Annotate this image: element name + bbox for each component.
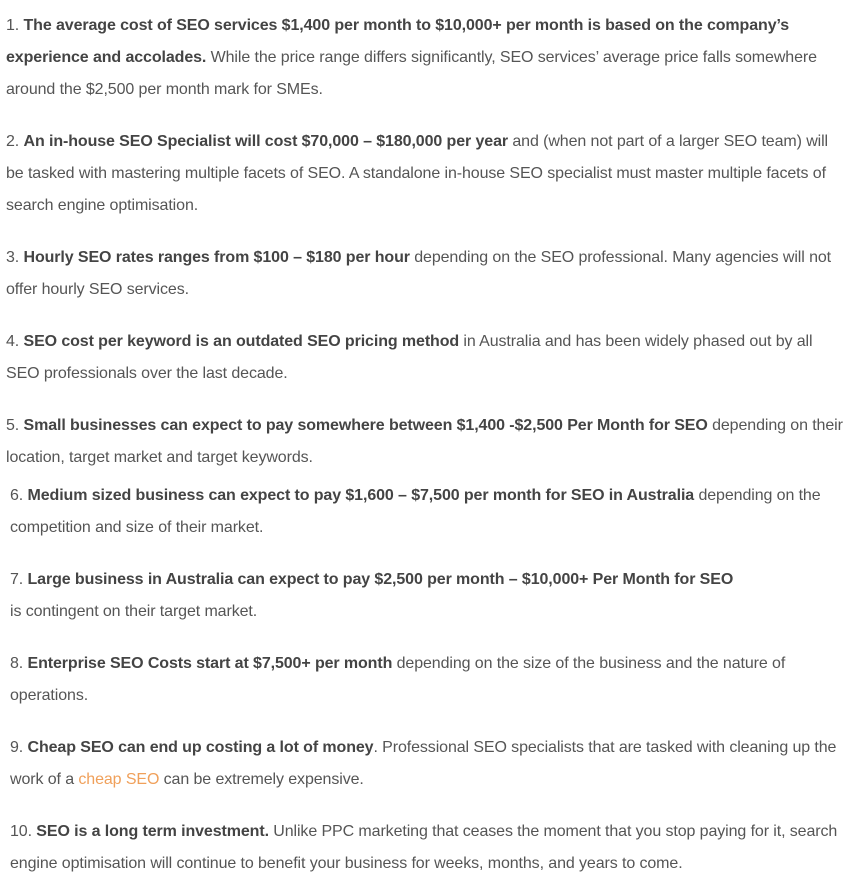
item-text: and (when not part of a larger SEO team) will be tasked with mastering multiple facets of SEO. A standalone in-house SEO specialist must master multiple facets of search engine optimisation. [6,133,829,214]
item-number: 1. [6,17,24,34]
item-heading: SEO cost per keyword is an outdated SEO pricing method [23,333,460,350]
item-number: 5. [6,417,24,434]
item-text: Unlike PPC marketing that ceases the moment that you stop paying for it, search engine optimisation will continue to benefit your business for weeks, months, and years to come. [10,823,838,872]
list-item [6,126,846,222]
item-heading: SEO is a long term investment. [36,823,269,840]
item-heading: Small businesses can expect to pay somewhere between $1,400 -$2,500 Per Month for SEO [23,417,708,434]
item-number: 8. [10,655,28,672]
item-heading: Medium sized business can expect to pay $1,600 – $7,500 per month for SEO in Australia [27,487,695,504]
list-item [10,816,846,880]
item-text: While the price range differs significantly, SEO services’ average price falls somewhere around the $2,500 per month mark for SMEs. [6,49,817,98]
item-text: depending on the SEO professional. Many agencies will not offer hourly SEO services. [6,249,832,298]
list-item [6,242,842,306]
item-number: 6. [10,487,28,504]
list-item [10,480,840,544]
item-text: depending on the size of the business and the nature of operations. [10,655,786,704]
list-item [6,410,848,474]
item-text: in Australia and has been widely phased out by all SEO professionals over the last decade. [6,333,813,382]
item-heading: Large business in Australia can expect to pay $2,500 per month – $10,000+ Per Month for SEO [27,571,734,588]
item-text: depending on the competition and size of their market. [10,487,821,536]
item-number: 10. [10,823,37,840]
list-item [10,732,846,796]
item-heading: Cheap SEO can end up costing a lot of money [27,739,374,756]
item-text: . Professional SEO specialists that are tasked with cleaning up the work of a [10,739,837,788]
item-number: 9. [10,739,28,756]
item-number: 4. [6,333,24,350]
item-text: depending on their location, target market and target keywords. [6,417,843,466]
list-item [10,648,840,712]
item-text: is contingent on their target market. [10,603,258,620]
item-heading: Enterprise SEO Costs start at $7,500+ per month [27,655,393,672]
item-number: 2. [6,133,24,150]
item-heading: The average cost of SEO services $1,400 per month to $10,000+ per month is based on the company’s experience and accolades. [6,17,790,66]
item-number: 3. [6,249,24,266]
list-item [10,564,840,628]
item-heading: Hourly SEO rates ranges from $100 – $180 per hour [23,249,410,266]
list-item [6,10,842,106]
item-heading: An in-house SEO Specialist will cost $70,000 – $180,000 per year [23,133,509,150]
cheap-seo-link[interactable]: cheap SEO [78,771,160,788]
item-text: can be extremely expensive. [159,771,364,788]
item-number: 7. [10,571,28,588]
list-item [6,326,842,390]
